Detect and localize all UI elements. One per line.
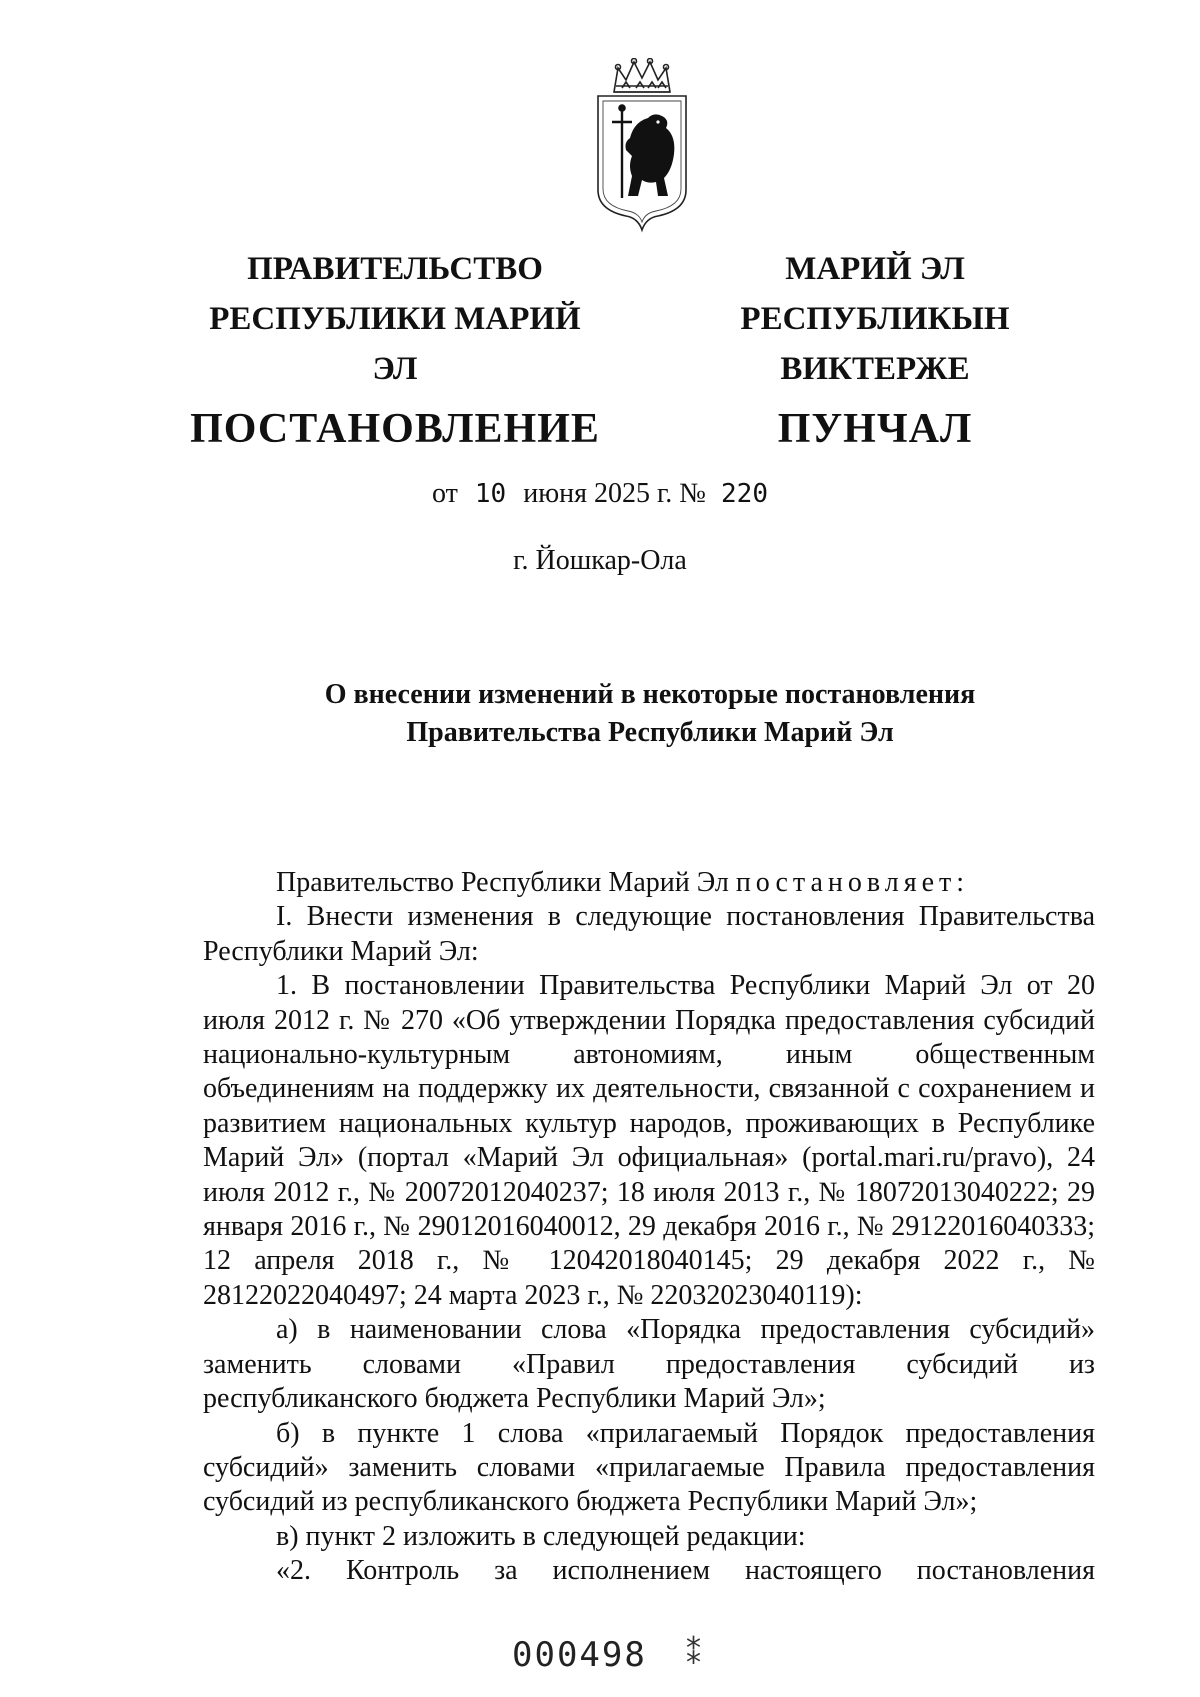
paragraph-4: б) в пункте 1 слова «прилагаемый Порядок предоставления субсидий» заменить словами «прилагаемые Правила предоставления субсидий из республиканского бюджета Республики Марий Эл»; [203,1417,1095,1518]
header-left [185,244,605,460]
header-right-line2: ВИКТЕРЖЕ [780,351,970,387]
coat-of-arms-icon [592,58,692,234]
paragraph-5: в) пункт 2 изложить в следующей редакции: [276,1520,806,1552]
intro-paragraph [203,866,1095,900]
paragraph-1: I. Внести изменения в следующие постановления Правительства Республики Марий Эл: [203,901,1095,967]
paragraph-2: 1. В постановлении Правительства Республики Марий Эл от 20 июля 2012 г. № 270 «Об утверждении Порядка предоставления субсидий национально-культурным автономиям, иным общественным объединениям на поддержку их деятельности, связанной с сохранением и развитием национальных культур народов, проживающих в Республике Марий Эл» (портал «Марий Эл официальная» (portal.mari.ru/pravo), 24 июля 2012 г., № 20072012040237; 18 июля 2013 г., № 18072013040222; 29 января 2016 г., № 29012016040012, 29 декабря 2016 г., № 29122016040333; 12 апреля 2018 г., № 12042018040145; 29 декабря 2022 г., № 28122022040497; 24 марта 2023 г., № 22032023040119): [203,970,1095,1311]
header-right [660,244,1090,460]
title-line2: Правительства Республики Марий Эл [406,717,894,748]
asterisk-mark-icon: ⁑ [686,1637,701,1672]
serial-number: 000498 [512,1635,647,1675]
intro-decree-word: постановляет: [735,867,970,898]
header-right-line1: МАРИЙ ЭЛ РЕСПУБЛИКЫН [740,251,1010,337]
header-left-line1: ПРАВИТЕЛЬСТВО [247,251,543,287]
paragraph-3: а) в наименовании слова «Порядка предоставления субсидий» заменить словами «Правил предоставления субсидий из республиканского бюджета Республики Марий Эл»; [203,1314,1095,1415]
city: г. Йошкар-Ола [513,545,687,576]
doc-type-ru: ПОСТАНОВЛЕНИЕ [190,406,600,452]
date-line [0,478,1200,510]
date-month-year: июня 2025 г. № [523,478,707,509]
date-prefix: от [432,478,458,509]
intro-text: Правительство Республики Марий Эл [276,867,729,898]
document-title [200,676,1100,752]
header-left-line2: РЕСПУБЛИКИ МАРИЙ ЭЛ [209,301,581,387]
title-line1: О внесении изменений в некоторые постановления [324,679,976,710]
doc-type-mari: ПУНЧАЛ [777,406,973,452]
date-day: 10 [474,479,507,509]
document-body [203,866,1095,1589]
paragraph-6: «2. Контроль за исполнением настоящего постановления [276,1555,1095,1587]
doc-number: 220 [721,479,768,509]
